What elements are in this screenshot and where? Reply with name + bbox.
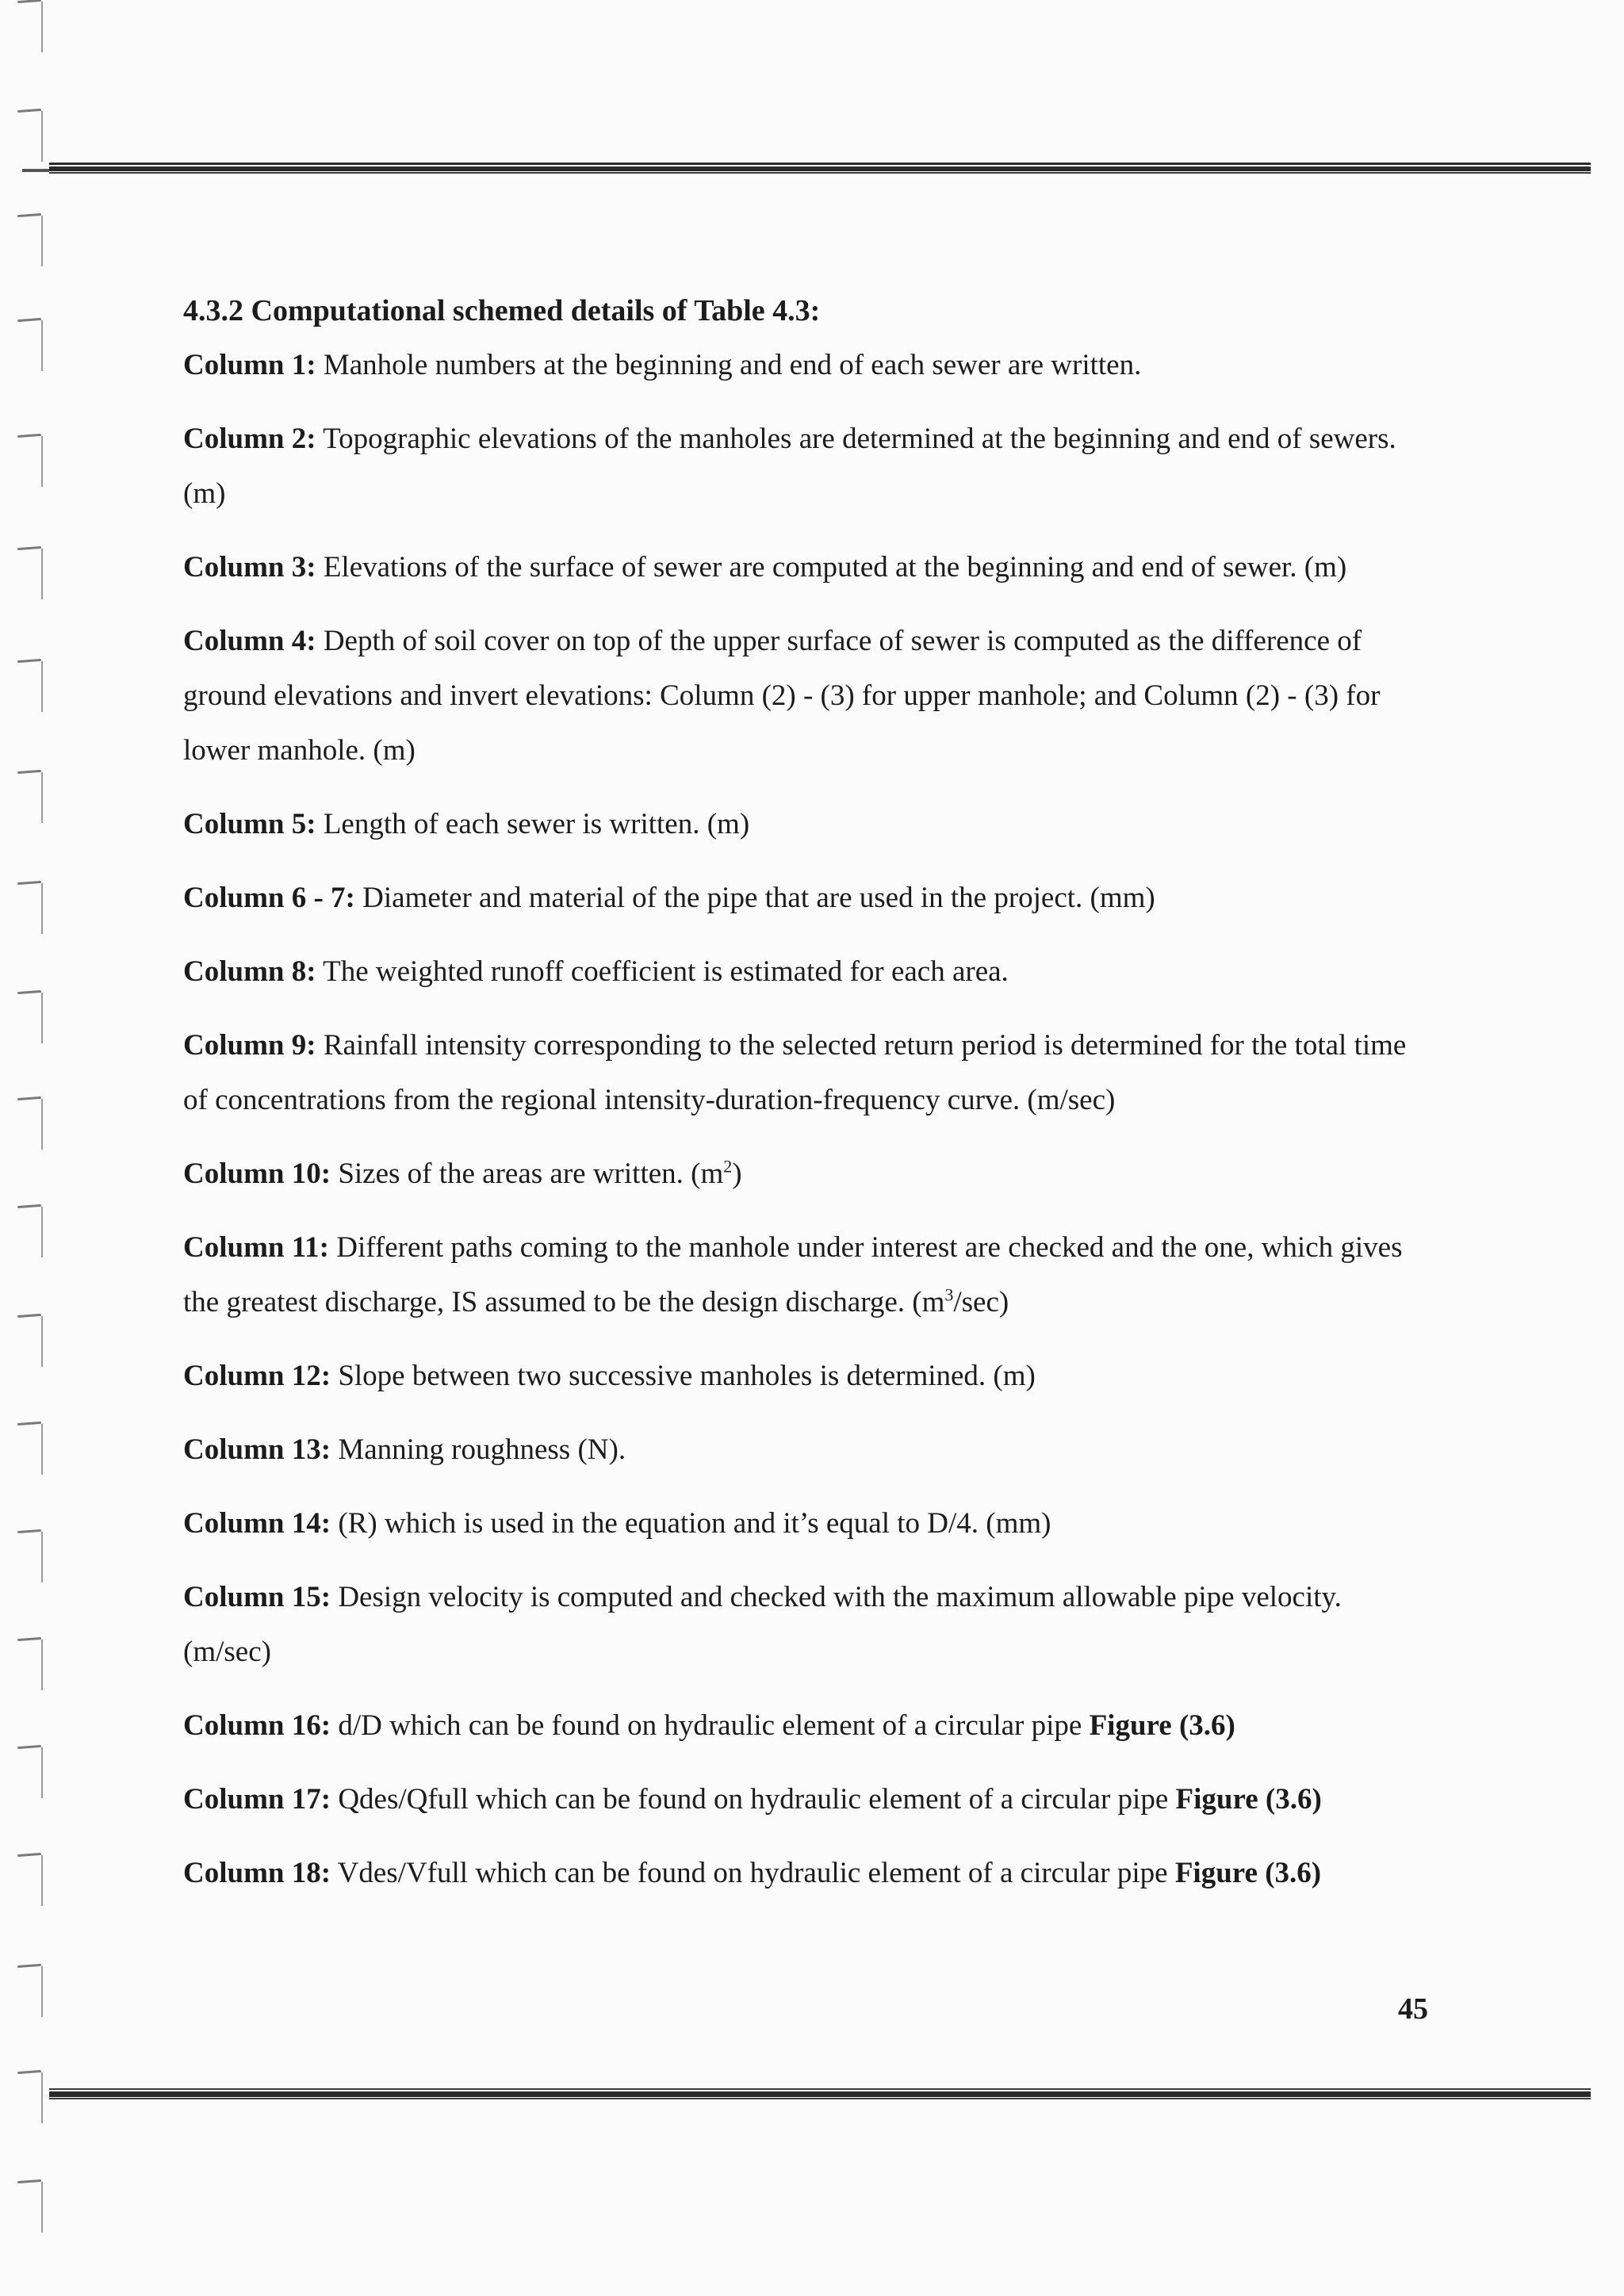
binding-mark <box>17 771 49 826</box>
column-text: Slope between two successive manholes is determined. (m) <box>331 1360 1036 1392</box>
column-label: Column 12: <box>183 1360 331 1392</box>
binding-mark <box>17 1965 49 2020</box>
column-text: Diameter and material of the pipe that are used in the project. (mm) <box>354 882 1155 914</box>
column-description-17 <box>183 1772 1420 1827</box>
column-text: Different paths coming to the manhole under interest are checked and the one, which gives the greatest discharge, IS assumed to be the design discharge. (m <box>183 1231 1403 1318</box>
column-label: Column 3: <box>183 551 316 584</box>
binding-mark <box>17 214 49 270</box>
column-text: The weighted runoff coefficient is estimated for each area. <box>316 955 1009 988</box>
column-label: Column 2: <box>183 423 316 455</box>
column-label: Column 16: <box>183 1709 331 1742</box>
column-text: Topographic elevations of the manholes are determined at the beginning and end of sewers. (m) <box>183 423 1396 510</box>
binding-mark <box>17 1530 49 1586</box>
column-description-16 <box>183 1698 1420 1753</box>
binding-mark <box>17 1097 49 1153</box>
column-text: (R) which is used in the equation and it’s equal to D/4. (mm) <box>331 1507 1051 1540</box>
column-text: Manning roughness (N). <box>331 1433 626 1466</box>
column-label: Column 14: <box>183 1507 331 1540</box>
column-text: Length of each sewer is written. (m) <box>316 808 750 840</box>
column-description-10 <box>183 1146 1420 1201</box>
binding-marks <box>0 0 63 2296</box>
column-description-6-7 <box>183 871 1420 925</box>
column-description-4 <box>183 614 1420 778</box>
column-label: Column 11: <box>183 1231 330 1264</box>
column-text: Design velocity is computed and checked with the maximum allowable pipe velocity. (m/sec) <box>183 1581 1342 1668</box>
binding-mark <box>17 1314 49 1370</box>
column-description-15 <box>183 1570 1420 1679</box>
column-label: Column 9: <box>183 1029 316 1062</box>
section-heading: 4.3.2 Computational schemed details of Table 4.3: <box>183 294 821 327</box>
column-label: Column 1: <box>183 349 316 381</box>
column-label: Column 10: <box>183 1158 331 1190</box>
figure-reference: Figure (3.6) <box>1175 1783 1322 1816</box>
header-rule-stub <box>22 169 51 172</box>
figure-reference: Figure (3.6) <box>1089 1709 1235 1742</box>
column-label: Column 5: <box>183 808 316 840</box>
page-number: 45 <box>1398 1992 1428 2026</box>
column-text-after: /sec) <box>953 1286 1009 1318</box>
column-description-1 <box>183 338 1420 392</box>
binding-mark <box>17 434 49 490</box>
binding-mark <box>17 882 49 937</box>
column-description-8 <box>183 944 1420 999</box>
column-text: Rainfall intensity corresponding to the selected return period is determined for the total time of concentrations from the regional intensity-duration-frequency curve. (m/sec) <box>183 1029 1407 1116</box>
binding-mark <box>17 0 49 55</box>
column-label: Column 8: <box>183 955 316 988</box>
footer-rule <box>49 2088 1591 2099</box>
binding-mark <box>17 1854 49 1909</box>
column-text-after: ) <box>732 1158 742 1190</box>
column-text: Depth of soil cover on top of the upper surface of sewer is computed as the difference of ground elevations and invert elevations: Column (2) - (3) for upper manhole; and Column (2) - (3) for lower manhole. (m) <box>183 625 1381 767</box>
column-text: Manhole numbers at the beginning and end of each sewer are written. <box>316 349 1142 381</box>
page-body <box>183 287 1420 1919</box>
binding-mark <box>17 2180 49 2236</box>
column-description-14 <box>183 1496 1420 1551</box>
column-description-11 <box>183 1220 1420 1330</box>
binding-mark <box>17 991 49 1047</box>
column-label: Column 15: <box>183 1581 331 1613</box>
header-rule <box>49 163 1591 174</box>
column-label: Column 18: <box>183 1857 331 1889</box>
figure-reference: Figure (3.6) <box>1174 1857 1322 1889</box>
binding-mark <box>17 547 49 603</box>
superscript: 2 <box>723 1156 733 1177</box>
binding-mark <box>17 2071 49 2126</box>
column-label: Column 17: <box>183 1783 331 1816</box>
superscript: 3 <box>944 1284 954 1305</box>
column-description-13 <box>183 1422 1420 1477</box>
column-description-12 <box>183 1349 1420 1403</box>
column-label: Column 4: <box>183 625 316 657</box>
binding-mark <box>17 319 49 374</box>
column-label: Column 6 - 7: <box>183 882 355 914</box>
column-text: Elevations of the surface of sewer are computed at the beginning and end of sewer. (m) <box>316 551 1347 584</box>
column-label: Column 13: <box>183 1433 331 1466</box>
column-text: Qdes/Qfull which can be found on hydraulic element of a circular pipe <box>331 1783 1176 1816</box>
column-text: Vdes/Vfull which can be found on hydraulic element of a circular pipe <box>331 1857 1175 1889</box>
binding-mark <box>17 1205 49 1261</box>
column-description-2 <box>183 411 1420 521</box>
binding-mark <box>17 1746 49 1801</box>
column-description-3 <box>183 540 1420 595</box>
column-description-5 <box>183 797 1420 851</box>
binding-mark <box>17 1638 49 1693</box>
binding-mark <box>17 1422 49 1478</box>
binding-mark <box>17 109 49 165</box>
column-text: Sizes of the areas are written. (m <box>331 1158 724 1190</box>
column-description-9 <box>183 1018 1420 1127</box>
binding-mark <box>17 660 49 715</box>
column-text: d/D which can be found on hydraulic element of a circular pipe <box>331 1709 1090 1742</box>
column-description-18 <box>183 1846 1420 1900</box>
